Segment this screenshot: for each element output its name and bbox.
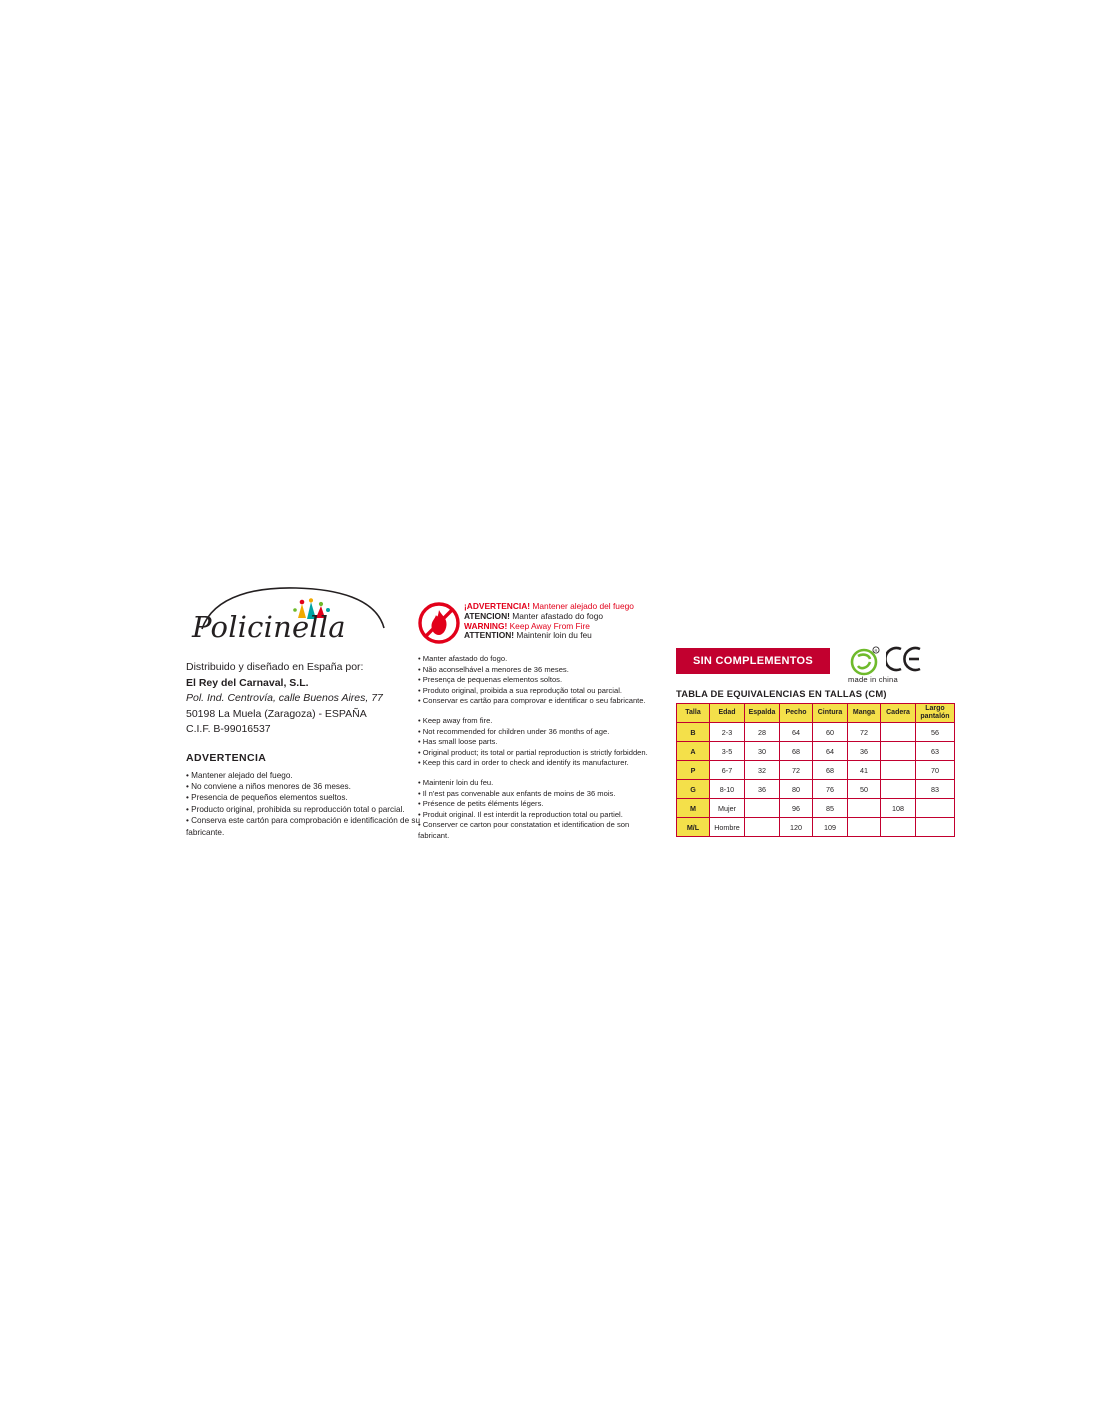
list-item: • No conviene a niños menores de 36 meses. (186, 781, 351, 791)
made-in-label: made in china (848, 675, 898, 684)
cell-cadera (881, 742, 916, 761)
cell-pecho: 80 (780, 780, 813, 799)
list-item: • Original product; its total or partial reproduction is strictly forbidden. (418, 747, 648, 757)
green-point-icon (850, 646, 880, 676)
bullet-group-en (418, 716, 648, 769)
cell-edad: 3-5 (710, 742, 745, 761)
cell-pecho: 64 (780, 723, 813, 742)
cell-largo: 70 (916, 761, 955, 780)
cell-espalda: 28 (745, 723, 780, 742)
ce-mark-icon (886, 644, 924, 674)
brand-logo (192, 586, 392, 654)
list-item: • Not recommended for children under 36 months of age. (418, 726, 610, 736)
table-row (677, 761, 955, 780)
multilingual-warning-block (418, 600, 648, 851)
cell-espalda (745, 799, 780, 818)
col-header-largo-pantalon: Largo pantalón (916, 704, 955, 723)
list-item: • Não aconselhável a menores de 36 meses. (418, 664, 569, 674)
list-item: • Conservar es cartão para comprovar e identificar o seu fabricante. (418, 696, 646, 706)
cell-edad: 8-10 (710, 780, 745, 799)
brand-and-warning-block (186, 586, 436, 838)
list-item: • Producto original, prohibida su reproducción total o parcial. (186, 804, 405, 814)
warning-bullet-list (186, 770, 436, 838)
cell-cintura: 64 (813, 742, 848, 761)
col-header-cintura: Cintura (813, 704, 848, 723)
table-row (677, 780, 955, 799)
logo-wordmark: Policinella (192, 610, 346, 644)
bullet-group-pt (418, 654, 648, 707)
cell-manga (848, 799, 881, 818)
status-badge: SIN COMPLEMENTOS (676, 648, 830, 674)
list-item: • Keep this card in order to check and identify its manufacturer. (418, 758, 629, 768)
size-equivalence-table (676, 703, 955, 837)
cell-edad: Mujer (710, 799, 745, 818)
cell-cintura: 85 (813, 799, 848, 818)
cell-largo: 83 (916, 780, 955, 799)
cell-pecho: 68 (780, 742, 813, 761)
warning-label-pt: ATENCION! (464, 610, 510, 621)
table-title: TABLA DE EQUIVALENCIAS EN TALLAS (CM) (676, 688, 887, 699)
list-item: • Maintenir loin du feu. (418, 777, 494, 787)
cell-cadera (881, 818, 916, 837)
list-item: • Manter afastado do fogo. (418, 654, 508, 663)
cell-cintura: 76 (813, 780, 848, 799)
table-row (677, 723, 955, 742)
table-row (677, 742, 955, 761)
list-item: • Produto original, proibida a sua reprodução total ou parcial. (418, 685, 623, 695)
cell-espalda: 32 (745, 761, 780, 780)
list-item: • Presença de pequenas elementos soltos. (418, 675, 563, 685)
company-cif: C.I.F. B-99016537 (186, 723, 271, 735)
list-item: • Has small loose parts. (418, 737, 498, 747)
cell-talla: P (677, 761, 710, 780)
company-name: El Rey del Carnaval, S.L. (186, 676, 309, 689)
col-header-talla: Talla (677, 704, 710, 723)
list-item: • Conserver ce carton pour constatation et identification de son fabricant. (418, 820, 630, 840)
cell-largo (916, 799, 955, 818)
warning-text-fr: Maintenir loin du feu (514, 630, 592, 641)
col-header-espalda: Espalda (745, 704, 780, 723)
cell-talla: B (677, 723, 710, 742)
cell-manga: 36 (848, 742, 881, 761)
cell-espalda: 30 (745, 742, 780, 761)
svg-text:R: R (874, 648, 878, 654)
col-header-edad: Edad (710, 704, 745, 723)
cell-espalda: 36 (745, 780, 780, 799)
table-row (677, 818, 955, 837)
cell-pecho: 120 (780, 818, 813, 837)
cell-largo: 63 (916, 742, 955, 761)
list-item: • Il n'est pas convenable aux enfants de moins de 36 mois. (418, 788, 616, 798)
cell-largo: 56 (916, 723, 955, 742)
list-item: • Conserva este cartón para comprobación e identificación de su fabricante. (186, 816, 421, 837)
cell-manga (848, 818, 881, 837)
cell-cadera (881, 723, 916, 742)
warning-text-en: Keep Away From Fire (507, 620, 590, 631)
list-item: • Keep away from fire. (418, 715, 493, 725)
address-line-2: 50198 La Muela (Zaragoza) - ESPAÑA (186, 707, 367, 720)
warning-header (418, 600, 648, 648)
warning-text-pt: Manter afastado do fogo (509, 610, 604, 621)
table-row (677, 799, 955, 818)
cell-pecho: 72 (780, 761, 813, 780)
warning-label-en: WARNING! (464, 620, 508, 631)
list-item: • Produit original. Il est interdit la reproduction total ou partiel. (418, 809, 623, 819)
warning-headline-lines (464, 602, 634, 641)
badges-row (676, 648, 946, 684)
cell-cintura: 109 (813, 818, 848, 837)
col-header-cadera: Cadera (881, 704, 916, 723)
col-header-pecho: Pecho (780, 704, 813, 723)
cell-edad: 2-3 (710, 723, 745, 742)
cell-cintura: 60 (813, 723, 848, 742)
cell-cintura: 68 (813, 761, 848, 780)
col-header-manga: Manga (848, 704, 881, 723)
cell-talla: G (677, 780, 710, 799)
cell-edad: Hombre (710, 818, 745, 837)
warning-heading: ADVERTENCIA (186, 751, 267, 764)
table-header-row (677, 704, 955, 723)
cell-cadera (881, 780, 916, 799)
warning-label-es: ¡ADVERTENCIA! (464, 601, 531, 611)
distributed-by-label: Distribuido y diseñado en España por: (186, 661, 364, 673)
warning-text-es: Mantener alejado del fuego (530, 601, 634, 611)
warning-label-fr: ATTENTION! (464, 630, 515, 641)
cell-manga: 41 (848, 761, 881, 780)
address-line-1: Pol. Ind. Centrovía, calle Buenos Aires, 77 (186, 692, 383, 704)
multilingual-bullet-lists (418, 654, 648, 842)
no-fire-icon (418, 602, 460, 644)
list-item: • Presencia de pequeños elementos sueltos. (186, 793, 348, 803)
cell-edad: 6-7 (710, 761, 745, 780)
cell-cadera (881, 761, 916, 780)
cell-largo (916, 818, 955, 837)
cell-manga: 72 (848, 723, 881, 742)
size-table-block (676, 648, 950, 837)
cell-talla: M/L (677, 818, 710, 837)
cell-manga: 50 (848, 780, 881, 799)
bullet-group-fr (418, 778, 648, 842)
list-item: • Mantener alejado del fuego. (186, 770, 293, 780)
cell-cadera: 108 (881, 799, 916, 818)
cell-talla: M (677, 799, 710, 818)
cell-espalda (745, 818, 780, 837)
distributor-address (186, 660, 436, 738)
cell-pecho: 96 (780, 799, 813, 818)
list-item: • Présence de petits éléments légers. (418, 799, 544, 809)
cell-talla: A (677, 742, 710, 761)
